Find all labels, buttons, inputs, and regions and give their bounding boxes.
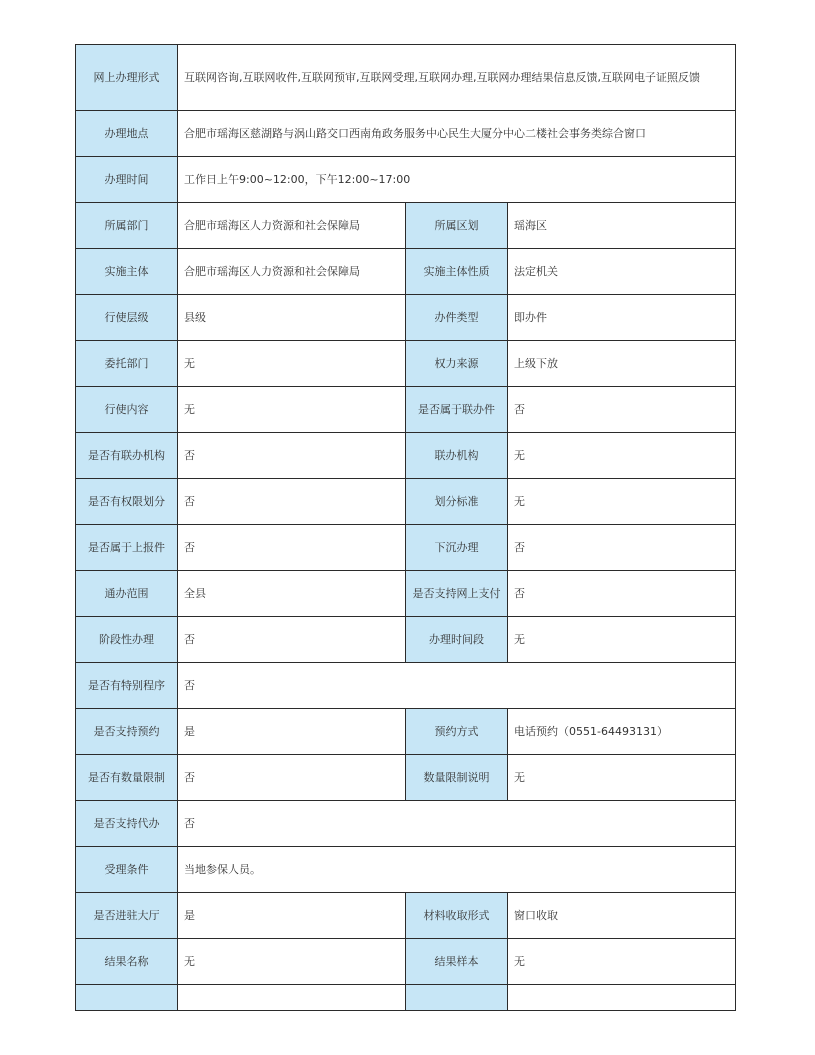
field-value: 合肥市瑶海区人力资源和社会保障局 xyxy=(178,249,406,295)
field-label: 下沉办理 xyxy=(406,525,508,571)
field-value: 瑶海区 xyxy=(508,203,736,249)
field-value: 无 xyxy=(178,387,406,433)
field-value: 无 xyxy=(178,341,406,387)
field-label: 是否有权限划分 xyxy=(76,479,178,525)
field-label xyxy=(406,985,508,1011)
field-value: 窗口收取 xyxy=(508,893,736,939)
table-row xyxy=(76,755,736,801)
field-value: 否 xyxy=(178,433,406,479)
field-value: 法定机关 xyxy=(508,249,736,295)
field-label: 行使内容 xyxy=(76,387,178,433)
field-value: 电话预约（0551-64493131） xyxy=(508,709,736,755)
field-label: 办理时间 xyxy=(76,157,178,203)
field-value: 互联网咨询,互联网收件,互联网预审,互联网受理,互联网办理,互联网办理结果信息反馈,互联网电子证照反馈 xyxy=(178,45,736,111)
field-label: 办理地点 xyxy=(76,111,178,157)
field-value: 无 xyxy=(508,755,736,801)
field-value: 当地参保人员。 xyxy=(178,847,736,893)
field-label: 办件类型 xyxy=(406,295,508,341)
field-value: 上级下放 xyxy=(508,341,736,387)
table-row xyxy=(76,341,736,387)
field-label: 划分标准 xyxy=(406,479,508,525)
field-value: 即办件 xyxy=(508,295,736,341)
table-row xyxy=(76,387,736,433)
field-value xyxy=(508,985,736,1011)
table-row xyxy=(76,525,736,571)
table-row xyxy=(76,571,736,617)
field-label: 实施主体 xyxy=(76,249,178,295)
field-value: 全县 xyxy=(178,571,406,617)
field-label: 权力来源 xyxy=(406,341,508,387)
table-row xyxy=(76,617,736,663)
field-value: 合肥市瑶海区人力资源和社会保障局 xyxy=(178,203,406,249)
service-info-document xyxy=(75,44,735,1011)
field-label: 是否属于联办件 xyxy=(406,387,508,433)
field-label: 是否有特别程序 xyxy=(76,663,178,709)
field-label: 是否支持预约 xyxy=(76,709,178,755)
table-row xyxy=(76,985,736,1011)
field-value: 否 xyxy=(178,525,406,571)
field-label: 联办机构 xyxy=(406,433,508,479)
table-row xyxy=(76,157,736,203)
table-row xyxy=(76,249,736,295)
service-info-table-body xyxy=(76,45,736,1011)
field-label: 是否有数量限制 xyxy=(76,755,178,801)
field-value: 否 xyxy=(508,387,736,433)
field-value: 是 xyxy=(178,893,406,939)
field-label: 结果名称 xyxy=(76,939,178,985)
field-label: 阶段性办理 xyxy=(76,617,178,663)
field-label: 是否属于上报件 xyxy=(76,525,178,571)
field-label: 委托部门 xyxy=(76,341,178,387)
field-label: 行使层级 xyxy=(76,295,178,341)
field-label xyxy=(76,985,178,1011)
table-row xyxy=(76,709,736,755)
field-label: 预约方式 xyxy=(406,709,508,755)
table-row xyxy=(76,801,736,847)
field-label: 网上办理形式 xyxy=(76,45,178,111)
table-row xyxy=(76,295,736,341)
table-row xyxy=(76,479,736,525)
field-value: 否 xyxy=(178,479,406,525)
table-row xyxy=(76,45,736,111)
table-row xyxy=(76,893,736,939)
field-value xyxy=(178,985,406,1011)
field-value: 无 xyxy=(508,617,736,663)
table-row xyxy=(76,111,736,157)
field-value: 否 xyxy=(508,525,736,571)
field-label: 是否有联办机构 xyxy=(76,433,178,479)
field-value: 合肥市瑶海区慈湖路与涡山路交口西南角政务服务中心民生大厦分中心二楼社会事务类综合窗口 xyxy=(178,111,736,157)
field-value: 无 xyxy=(178,939,406,985)
field-value: 否 xyxy=(508,571,736,617)
field-label: 所属区划 xyxy=(406,203,508,249)
field-label: 通办范围 xyxy=(76,571,178,617)
field-value: 否 xyxy=(178,617,406,663)
table-row xyxy=(76,663,736,709)
field-value: 无 xyxy=(508,433,736,479)
field-value: 无 xyxy=(508,479,736,525)
table-row xyxy=(76,433,736,479)
field-label: 结果样本 xyxy=(406,939,508,985)
field-label: 实施主体性质 xyxy=(406,249,508,295)
field-value: 是 xyxy=(178,709,406,755)
field-label: 是否支持网上支付 xyxy=(406,571,508,617)
field-value: 否 xyxy=(178,801,736,847)
field-value: 否 xyxy=(178,663,736,709)
field-label: 办理时间段 xyxy=(406,617,508,663)
field-value: 县级 xyxy=(178,295,406,341)
field-label: 是否支持代办 xyxy=(76,801,178,847)
table-row xyxy=(76,203,736,249)
field-label: 材料收取形式 xyxy=(406,893,508,939)
field-value: 否 xyxy=(178,755,406,801)
field-label: 受理条件 xyxy=(76,847,178,893)
field-label: 所属部门 xyxy=(76,203,178,249)
field-value: 工作日上午9:00~12:00，下午12:00~17:00 xyxy=(178,157,736,203)
field-label: 是否进驻大厅 xyxy=(76,893,178,939)
service-info-table xyxy=(75,44,736,1011)
table-row xyxy=(76,939,736,985)
field-value: 无 xyxy=(508,939,736,985)
field-label: 数量限制说明 xyxy=(406,755,508,801)
table-row xyxy=(76,847,736,893)
